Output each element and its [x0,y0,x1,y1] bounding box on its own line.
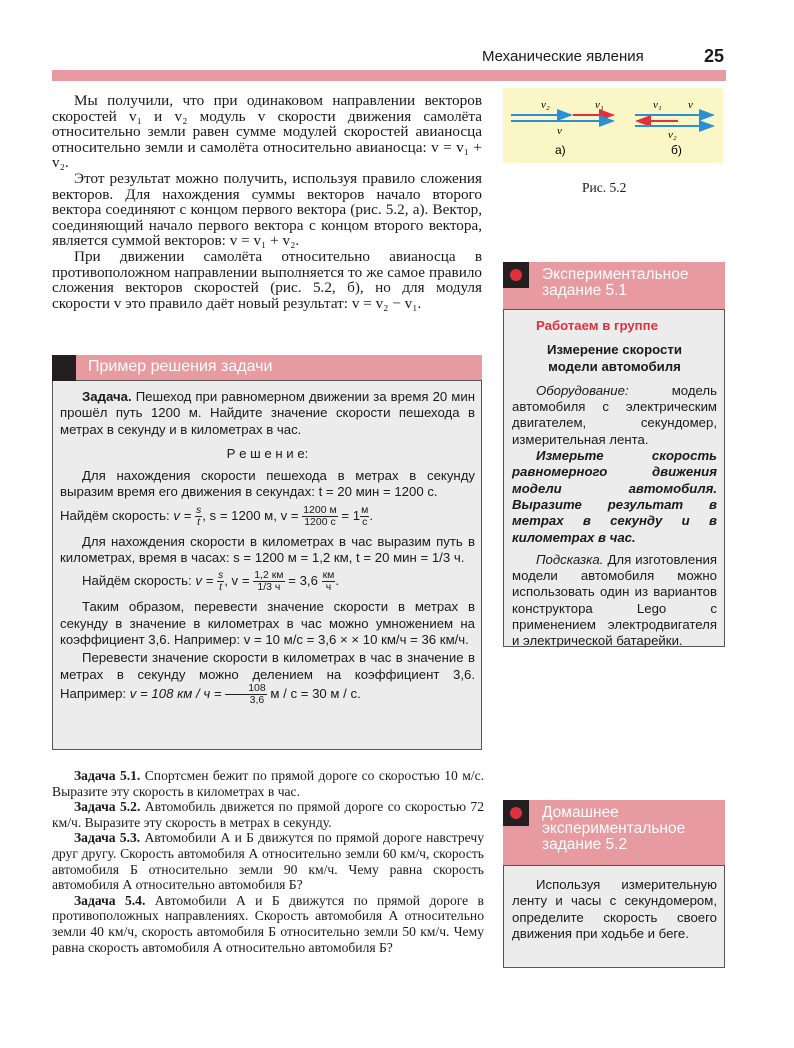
header-bar [52,70,726,81]
label-v2-a: v₂ [541,99,550,111]
formula-2: Найдём скорость: v = $\frac{s}{t}$ , v = $\frac{1,2 км}{1/3 ч}$ = 3,6 $\frac{км}{ч}$ . [82,569,340,594]
tasks-list [52,768,484,955]
intro-paragraph-1: Мы получили, что при одинаковом направлении векторов скоростей v₁ и v₂ модуль v скорости движения самолёта относительно земли равен сумме модулей скоростей авианосца относительно земли и самолёта относительно авианосца: v = v₁ + v₂. [52,92,482,172]
exp-task-5-1-content [512,318,717,650]
red-dot-icon [510,269,522,281]
intro-text [52,93,482,311]
formula-2-frac-c: $\frac{км}{ч}$ [322,569,335,594]
task-5-1: Задача 5.1. Спортсмен бежит по прямой дороге со скоростью 10 м/с. Выразите эту скорость в километрах в час. [52,768,485,799]
exp-title: Измерение скорости модели автомобиля [547,342,682,374]
example-header-square [52,355,76,381]
vector-diagram [503,88,723,163]
formula-1-v: v = [173,507,192,523]
formula-1: Найдём скорость: v = $\frac{s}{t}$ , s = 1200 м, v = $\frac{1200 м}{1200 с}$ = 1 $\frac{м}{с}$ . [60,503,373,528]
label-v-a: v [557,125,562,137]
intro-paragraph-2: Этот результат можно получить, используя правило сложения векторов. Для нахождения суммы векторов начало второго вектора соединяют с концом первого вектора (рис. 5.2, а). Вектор, соединяющий начало первого вектора с концом второго вектора, является суммой векторов: v = v₁ + v₂. [52,169,482,250]
formula-2-prefix: Найдём скорость: [82,573,192,589]
formula-1-mid: , s = 1200 м, v = [202,507,299,523]
solution-step-4: Перевести значение скорости в километрах в час в значение в метрах в секунду можно делением на коэффициент 3,6. Например: v = 108 км / ч = $\frac{108}{3,6}$ м / с = 30 м / с. [60,650,475,706]
label-v1-a: v₁ [595,99,604,111]
exp-task-5-2-heading: Домашнее экспериментальное задание 5.2 [542,804,686,853]
label-v-b: v [688,99,693,111]
hint: Подсказка. Для изготовления модели автомобиля можно использовать один из вариантов конструктора Lego с применением электродвигателя и электрической батарейки. [512,551,717,649]
label-v1-b: v₁ [653,99,662,111]
formula-3-frac: $\frac{108}{3,6}$ [225,683,267,706]
solution-step-2: Для нахождения скорости в километрах в час выразим путь в километрах, время в часах: s = 1200 м = 1,2 км, t = 20 мин = 1/3 ч. [60,533,475,566]
intro-paragraph-3: При движении самолёта относительно авианосца в противоположном направлении выполняется то же самое правило сложения векторов скоростей (рис. 5.2, б), но для модуля скорости v это правило даёт новый результат: v = v₂ − v₁. [52,247,482,312]
exp-instruction: Измерьте скорость равномерного движения модели автомобиля. Выразите результат в метрах в секунду и в километрах в час. [512,448,717,545]
figure-5-2 [503,88,723,163]
example-heading: Пример решения задачи [88,358,273,375]
formula-2-mid: , v = [224,573,250,589]
solution-step-1: Для нахождения скорости пешехода в метрах в секунду выразим время его движения в секундах: t = 20 мин = 1200 с. [60,468,475,500]
formula-2-frac-b: $\frac{1,2 км}{1/3 ч}$ [254,569,284,594]
group-label: Работаем в группе [536,318,658,333]
red-dot-icon [510,807,522,819]
formula-1-prefix: Найдём скорость: [60,507,170,523]
task-5-3: Задача 5.3. Автомобили А и Б движутся по прямой дороге навстречу друг другу. Скорость автомобиля А относительно земли 60 км/ч, скорость автомобиля Б относительно земли 90 км/ч. Чему равна скорость автомобиля А относительно автомобиля Б? [52,830,485,893]
equipment: Оборудование: модель автомобиля с электрическим двигателем, секундомер, измерительная лента. [512,382,717,447]
figure-caption: Рис. 5.2 [582,180,627,195]
page-number: 25 [704,46,725,66]
formula-1-frac-b: $\frac{1200 м}{1200 с}$ [303,503,337,528]
task-5-2: Задача 5.2. Автомобиль движется по прямой дороге со скоростью 72 км/ч. Выразите эту скорость в метрах в секунду. [52,799,484,830]
panel-a-label: а) [555,143,566,157]
formula-1-eq: = 1 [341,507,361,523]
formula-1-frac-a: $\frac{s}{t}$ [195,503,202,528]
example-task-label: Задача. [82,389,132,404]
formula-2-eq: = 3,6 [288,573,318,589]
formula-3-v: v = 108 км / ч = [129,685,222,701]
formula-2-v: v = [195,573,214,589]
example-content [60,389,475,706]
label-v2-b: v₂ [668,129,677,141]
section-title: Механические явления [482,48,644,65]
formula-1-frac-c: $\frac{м}{с}$ [361,503,369,528]
solution-heading: Р е ш е н и е: [226,445,309,461]
panel-b-label: б) [671,143,682,157]
task-5-4: Задача 5.4. Автомобили А и Б движутся по прямой дороге в противоположных направлениях. Скорость автомобиля А относительно земли 40 км/ч, скорость автомобиля Б относительно земли 50 км/ч. Чему равна скорость автомобиля А относительно автомобиля Б? [52,892,484,955]
solution-step-3: Таким образом, перевести значение скорости в метрах в секунду в значение в километрах в час можно умножением на коэффициент 3,6. Например: v = 10 м/с = 3,6 × × 10 км/ч = 36 км/ч. [60,599,475,647]
formula-2-frac-a: $\frac{s}{t}$ [217,569,224,594]
exp-task-5-1-heading: Экспериментальное задание 5.1 [542,266,689,299]
exp-task-5-2-text: Используя измерительную ленту и часы с секундомером, определите скорость своего движения при ходьбе и беге. [512,877,717,941]
example-task-text: Пешеход при равномерном движении за время 20 мин прошёл путь 1200 м. Найдите значение скорости пешехода в метрах в секунду и в километрах в час. [60,389,475,437]
formula-3-tail: м / с = 30 м / с. [270,685,361,701]
